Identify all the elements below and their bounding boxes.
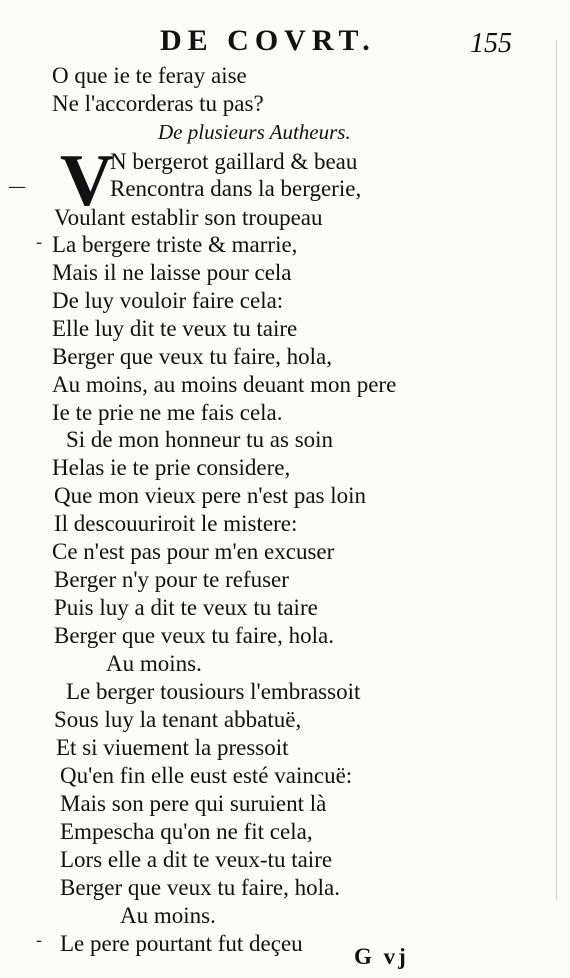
text-line: Et si viuement la pressoit: [56, 735, 289, 760]
margin-dash-mark: -: [36, 930, 43, 951]
text-line: Berger que veux tu faire, hola.: [54, 623, 334, 648]
text-line: Au moins, au moins deuant mon pere: [52, 372, 397, 397]
text-line: Le berger tousiours l'embrassoit: [66, 679, 361, 704]
drop-cap-initial: V: [60, 140, 114, 222]
text-line: Au moins.: [120, 903, 216, 928]
text-line: Berger n'y pour te refuser: [54, 567, 289, 592]
text-line: Mais il ne laisse pour cela: [52, 260, 292, 285]
gutter-shadow: [556, 40, 557, 900]
text-line: Sous luy la tenant abbatuë,: [54, 707, 302, 732]
margin-dash-mark: —: [8, 176, 26, 197]
text-line: Helas ie te prie considere,: [52, 455, 291, 480]
text-line: Empescha qu'on ne fit cela,: [60, 819, 313, 844]
text-line: Ie te prie ne me fais cela.: [52, 400, 283, 425]
text-line: Ce n'est pas pour m'en excuser: [52, 539, 335, 564]
text-line: Il descouuriroit le mistere:: [54, 511, 298, 536]
text-line: Qu'en fin elle eust esté vaincuë:: [60, 763, 353, 788]
text-line: Berger que veux tu faire, hola.: [60, 875, 340, 900]
page-number: 155: [470, 28, 512, 59]
margin-dash-mark: -: [36, 232, 43, 253]
running-head: DE COVRT.: [160, 24, 376, 57]
text-line: Le pere pourtant fut deçeu: [60, 931, 303, 956]
text-line: Berger que veux tu faire, hola,: [52, 344, 332, 369]
text-line: La bergere triste & marrie,: [52, 232, 298, 257]
text-line: Voulant establir son troupeau: [54, 205, 323, 230]
text-line: N bergerot gaillard & beau: [110, 149, 358, 174]
text-line: Mais son pere qui suruient là: [60, 791, 327, 816]
page-header: [0, 16, 570, 60]
text-line: Rencontra dans la bergerie,: [110, 176, 362, 201]
text-line: Ne l'accorderas tu pas?: [52, 91, 264, 116]
text-line: Si de mon honneur tu as soin: [66, 427, 334, 452]
text-line: O que ie te feray aise: [52, 63, 247, 88]
text-line: De luy vouloir faire cela:: [52, 288, 284, 313]
text-line: Puis luy a dit te veux tu taire: [54, 595, 318, 620]
text-line: Que mon vieux pere n'est pas loin: [54, 483, 367, 508]
attribution: De plusieurs Autheurs.: [158, 120, 351, 144]
text-line: Elle luy dit te veux tu taire: [52, 316, 298, 341]
text-line: Lors elle a dit te veux-tu taire: [60, 847, 333, 872]
signature-mark: G vj: [354, 944, 409, 969]
text-line: Au moins.: [106, 651, 202, 676]
